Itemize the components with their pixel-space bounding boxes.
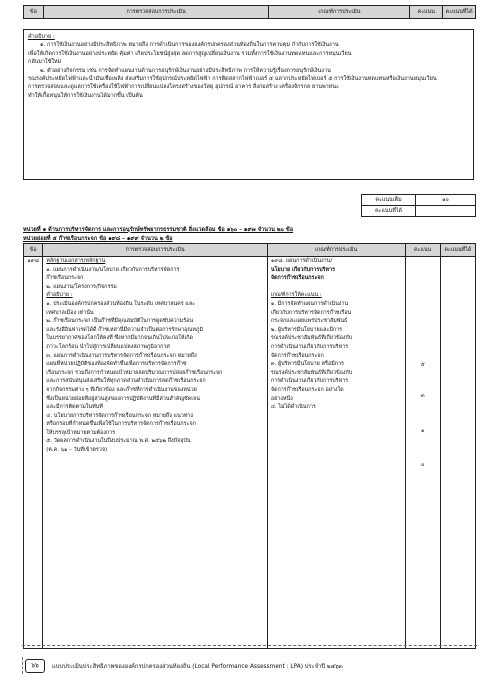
score-summary-box [361,194,476,217]
unit-title: หน่วยที่ ๑ ด้านการบริหารจัดการ และการอนุรักษ์ทรัพยากรธรรมชาติ สิ่งแวดล้อม ข้อ ๑๖๐ – ๑๙๗ จำนวน ๒๐ ข้อ [23,227,294,233]
criteria-line: ๑. ประเมินองค์กรปกครองส่วนท้องถิ่น ในระดับ เทศบาลนคร และ [46,300,196,307]
evaluation-line: นโยบาย เกี่ยวกับการบริหาร [270,266,336,273]
criteria-line: ๕. วัดผลการดำเนินงานในปีงบประมาณ พ.ศ. ๒๕๖๒ ถึงปัจจุบัน [46,438,191,445]
evaluation-line: ๓. ผู้บริหารมีนโยบาย หรือมีการ [270,361,344,368]
criteria-line: แผนที่หน่วยปฏิบัติของท้องจัดทำขึ้นเพื่อการบริหารจัดการก๊าซ [46,361,187,368]
evaluation-line: ๑๙๘. แผนการดำเนินงาน/ [270,258,333,264]
criteria-line: (ต.ค. ๖๑ – วันที่เข้าตรวจ) [46,447,108,454]
score-value: ๐ [421,462,425,468]
criteria-line: เรือนกระจก รวมถึงการกำหนดเป้าหมายลดปริมาณการปล่อยก๊าซเรือนกระจก [46,369,223,376]
page-number: ๖๖ [25,659,45,673]
explanation-line: ๒. ตัวอย่างกิจกรรม เช่น การจัดทำแผนงานด้านการอนุรักษ์เงินงานอย่างมีประสิทธิภาพ การให้ความรู้เรื่องการอนุรักษ์เงินงาน [40,67,331,74]
unit-heading [23,226,293,243]
criteria-line: ในบรรยากาศของโลกให้คงที่ ซึ่งหากมีมากจนเกินไปจะก่อให้เกิด [46,335,194,342]
score-value: ๕ [420,362,425,368]
table-row [24,257,476,649]
evaluation-line: รณรงค์ประชาสัมพันธ์ที่เกี่ยวข้องกับ [270,335,353,342]
col-header-score: คะแนน [405,244,440,257]
explanation-line: กลับมาใช้ใหม่ [28,59,62,66]
evaluation-line: ๔. ไม่ได้ดำเนินการ [270,404,316,411]
criteria-line: ๔. นโยบายการบริหารจัดการก๊าซเรือนกระจก หมายถึง แนวทาง [46,412,194,419]
footer-rule [22,657,23,674]
criteria-line: ๓. แผนการดำเนินงานการบริหารจัดการก๊าซเรือนกระจก หมายถึง [46,352,197,359]
footer-text: แบบประเมินประสิทธิภาพขององค์กรปกครองส่วนท้องถิ่น (Local Performance Assessment : LPA) ประจำปี ๒๕๖๓ [52,664,343,670]
criteria-line: คำอธิบาย : [46,292,73,299]
full-score-label: คะแนนเต็ม [362,195,416,206]
got-score-label: คะแนนที่ได้ [362,206,416,217]
explanation-title: คำอธิบาย : [28,34,55,40]
col-header-evaluation: เกณฑ์การประเมิน [267,244,405,257]
criteria-line: ก๊าซเรือนกระจก [46,275,84,282]
explanation-line: ๑. การใช้เงินงานอย่างมีประสิทธิภาพ หมายถึง การดำเนินการขององค์กรปกครองส่วนท้องถิ่นในการควบคุม กำกับการใช้เงินงาน [40,42,339,49]
assessment-table-header [23,5,476,19]
criteria-line: และรังสีอินฟาเรดได้ดี ก๊าซเหล่านี้มีความจำเป็นต่อการรักษาอุณหภูมิ [46,326,204,333]
col-header-evaluation: เกณฑ์การประเมิน [269,6,410,19]
criteria-line: และมีการติดตามในทันที [46,404,103,411]
criteria-line: จากกิจกรรมต่าง ๆ ที่เกี่ยวข้อง และก๊าซที่การดำเนินงานของหน่วย [46,386,197,393]
score-got-cell [440,257,475,649]
explanation-line: การตรวจสอบและดูแลการใช้เครื่องใช้ไฟฟ้าการเปลี่ยนแปลงโครงสร้างของวัสดุ อุปกรณ์ อาคาร สิ่งก่อสร้าง เครื่องจักรกล ยานพาหนะ [28,84,340,91]
evaluation-line: ๑. มีการจัดทำแผนการดำเนินงาน [270,300,349,307]
criteria-line: หลักฐานเอกสาร/หลักฐาน [46,258,106,264]
criteria-line: ภาวะโลกร้อน นำไปสู่การเปลี่ยนแปลงสภาพภูมิอากาศ [46,343,170,350]
col-header-score: คะแนน [410,6,443,19]
evaluation-cell [267,257,405,649]
evaluation-line: รณรงค์ประชาสัมพันธ์ที่เกี่ยวข้องกับ [270,369,353,376]
criteria-line: เทศบาลเมือง เท่านั้น [46,309,94,316]
footer-divider [22,645,477,646]
full-score-value: ๑๐ [416,195,476,206]
criteria-line: และการสนับสนุนส่งเสริมให้ทุกภาคส่วนดำเนินการลดก๊าซเรือนกระจก [46,378,206,385]
evaluation-line: การดำเนินงานเกี่ยวกับการบริหาร [270,343,349,350]
criteria-line: ๒. ก๊าซเรือนกระจก เป็นก๊าซที่มีคุณสมบัติในการดูดซับความร้อน [46,318,194,325]
col-header-no: ข้อ [24,6,44,19]
criteria-line: ให้บรรลุเป้าหมายตามต้องการ [46,429,116,436]
evaluation-line: จัดการก๊าซเรือนกระจก [270,352,324,359]
evaluation-line: เกี่ยวกับการบริหารจัดการก๊าซเรือน [270,309,352,316]
evaluation-line: การดำเนินงานเกี่ยวกับการบริหาร [270,378,349,385]
evaluation-line [271,283,402,292]
explanation-line: รณรงค์ประหยัดไฟฟ้าและน้ำมันเชื้อเพลิง ส่งเสริมการใช้อุปกรณ์ประหยัดไฟฟ้า การติดสลากไฟฟ้าเบอร์ ๕ ฉลากประหยัดไฟเบอร์ ๕ การใช้เงินงานทดแทนหรือเงินงานหมุนเวียน [28,76,437,83]
evaluation-line: จัดการก๊าซเรือนกระจก [270,275,324,282]
criteria-line: ๑. แผนการดำเนินงาน/นโยบาย เกี่ยวกับการบริหารจัดการ [46,266,180,273]
col-header-no: ข้อ [24,244,43,257]
explanation-line: เพื่อให้เกิดการใช้เงินงานอย่างประหยัด คุ้มค่า เกิดประโยชน์สูงสุด ลดการสูญเปลี่ยนเงินงาน รวมทั้งการใช้เงินงานทดแทนและการหมุนเวียน [28,50,352,57]
explanation-box [23,29,474,180]
item-number: ๑๙๘ [24,257,43,649]
col-header-score-got: คะแนนที่ได้ [440,244,475,257]
score-value: ๑ [420,428,425,434]
evaluation-line: เกณฑ์การให้คะแนน : [270,292,322,299]
subunit-title: หน่วยย่อยที่ ๕ ก๊าซเรือนกระจก ข้อ ๑๙๘ – ๑๙๙ จำนวน ๒ ข้อ [23,235,173,242]
got-score-value [416,206,476,217]
assessment-table [23,243,476,649]
evaluation-line: ๒. ผู้บริหารมีนโยบายและมีการ [270,326,343,333]
criteria-line: ๒. แผนงาน/โครงการ/กิจกรรม [46,283,117,290]
criteria-cell [43,257,268,649]
score-value: ๓ [420,393,425,399]
explanation-line: ทำให้เกื้อหนุนให้การใช้เงินงานได้มากขึ้น เป็นต้น [28,92,143,99]
col-header-criteria: การตรวจสอบการประเมิน [43,244,268,257]
criteria-line: หรือกรอบที่กำหนดขึ้นเพื่อใช้ในการบริหารจัดการก๊าซเรือนกระจก [46,421,196,428]
evaluation-line: กระจกและเผยแพร่ประชาสัมพันธ์ [270,318,348,325]
page-footer [22,657,477,674]
col-header-criteria: การตรวจสอบการประเมิน [43,6,269,19]
evaluation-line: อย่างหนึ่ง [270,395,293,402]
evaluation-line: จัดการก๊าซเรือนกระจก อย่างใด [270,386,344,393]
criteria-line: ซึ่งเป็นหน่วยย่อยที่อยู่ส่วนสูงของการปฏิบัติงานที่มีส่วนสำคัญชัดเจน [46,395,200,402]
col-header-score-got: คะแนนที่ได้ [443,6,476,19]
score-cell [405,257,440,649]
